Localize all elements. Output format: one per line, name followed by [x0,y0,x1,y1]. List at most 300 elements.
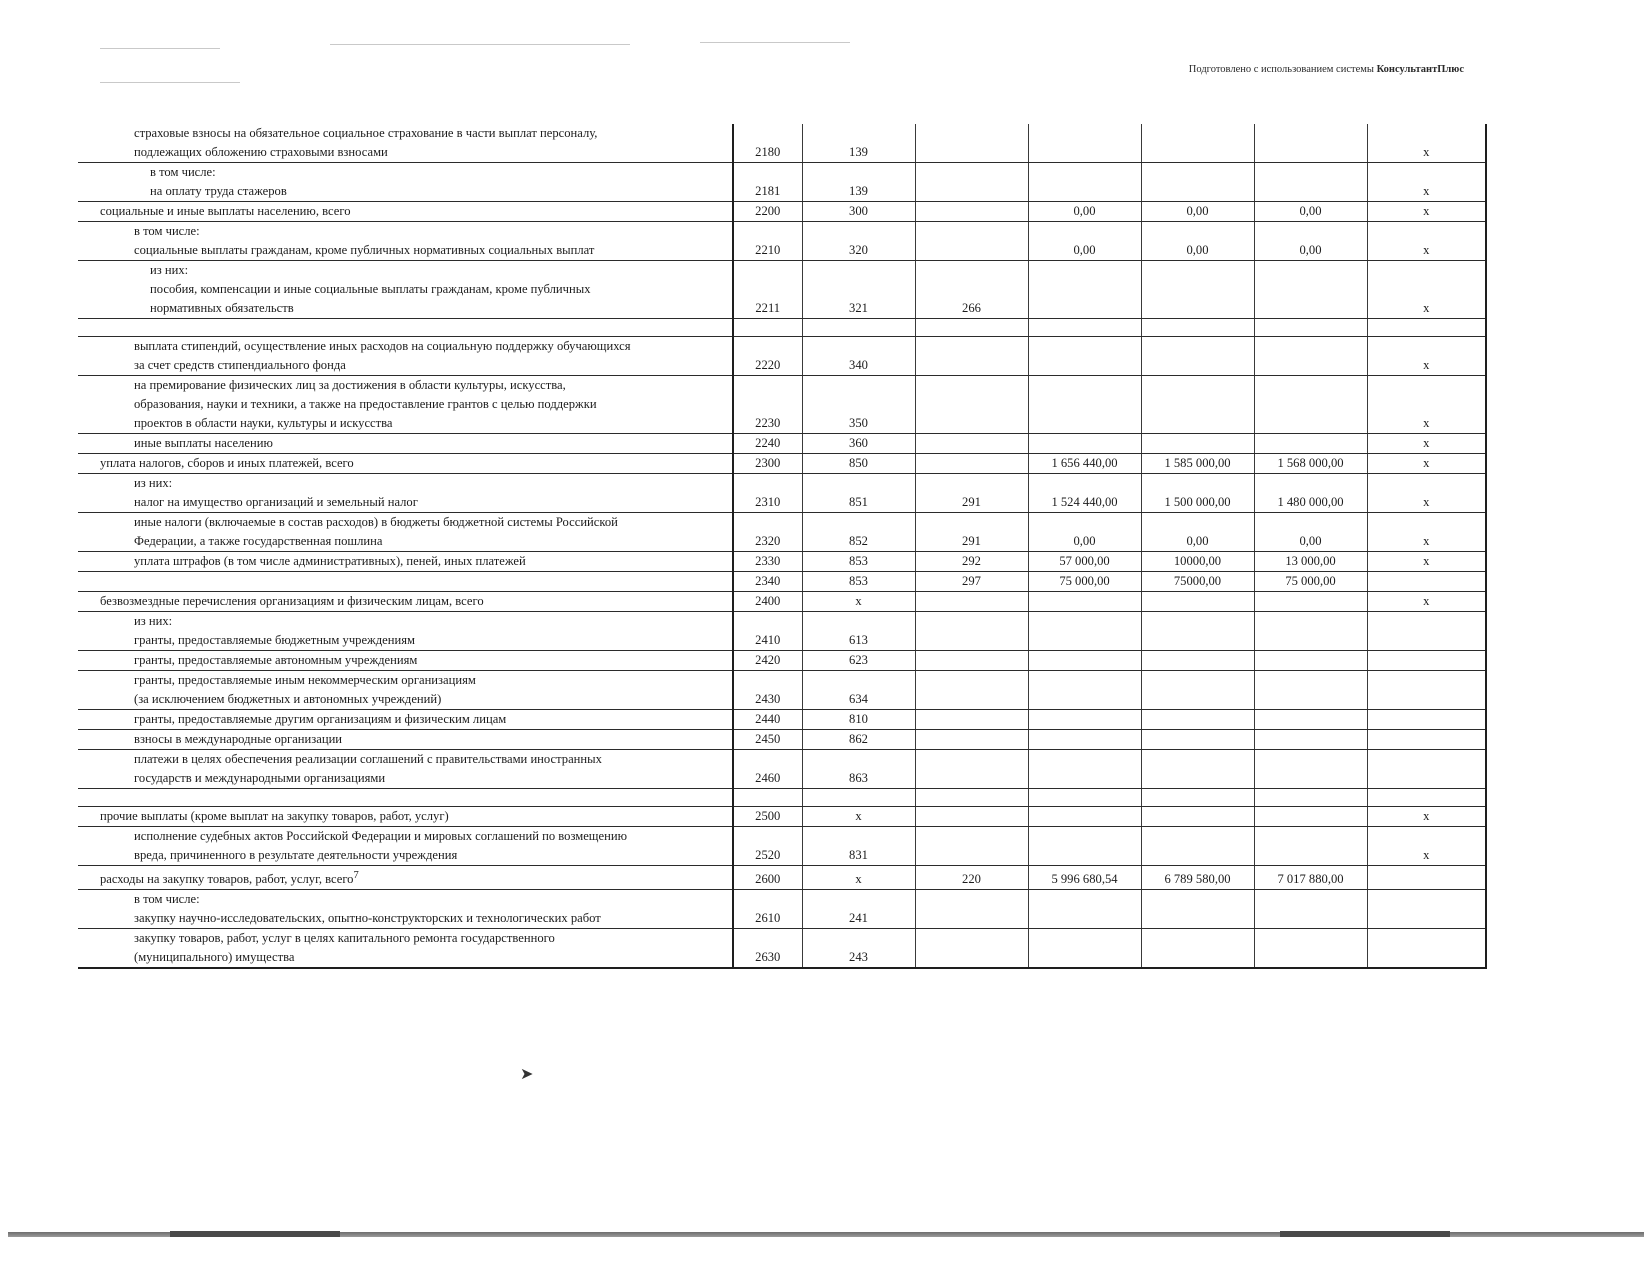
row-name-text: иные выплаты населению [134,436,273,450]
row-name [78,592,733,612]
amount-year3-cell [1254,376,1367,434]
amount-year1-cell [1028,163,1141,202]
row-name [78,866,733,890]
line-code-cell: 2340 [733,572,802,592]
amount-year2-cell [1141,710,1254,730]
extra-cell: х [1367,454,1486,474]
row-name-line [82,299,728,318]
amount-year2-cell [1141,261,1254,319]
amount-year2-cell [1141,434,1254,454]
extra-cell [1367,710,1486,730]
budget-code-cell: 613 [802,612,915,651]
table-body [78,124,1486,968]
kosgu-cell [915,807,1028,827]
amount-year2-cell [1141,789,1254,807]
amount-year2-cell: 1 585 000,00 [1141,454,1254,474]
row-name-line [82,750,728,769]
row-name [78,710,733,730]
row-name [78,730,733,750]
table-row [78,572,1486,592]
kosgu-cell [915,612,1028,651]
amount-year2-cell: 75000,00 [1141,572,1254,592]
row-name-text: страховые взносы на обязательное социальное страхование в части выплат персоналу, [134,126,598,140]
amount-year3-cell: 75 000,00 [1254,572,1367,592]
amount-year3-cell: 0,00 [1254,513,1367,552]
amount-year3-cell [1254,730,1367,750]
amount-year3-cell: 7 017 880,00 [1254,866,1367,890]
row-name [78,513,733,552]
amount-year1-cell: 75 000,00 [1028,572,1141,592]
row-name-line [82,866,728,889]
kosgu-cell [915,890,1028,929]
budget-code-cell: 850 [802,454,915,474]
scan-smudge [330,44,630,45]
extra-cell: х [1367,552,1486,572]
amount-year3-cell [1254,671,1367,710]
kosgu-cell [915,789,1028,807]
table-row [78,730,1486,750]
amount-year1-cell [1028,710,1141,730]
kosgu-cell [915,202,1028,222]
amount-year3-cell: 1 480 000,00 [1254,474,1367,513]
extra-cell: х [1367,434,1486,454]
budget-code-cell: 320 [802,222,915,261]
extra-cell: х [1367,222,1486,261]
amount-year2-cell: 0,00 [1141,513,1254,552]
line-code-cell: 2400 [733,592,802,612]
table-row [78,124,1486,163]
row-name-text: безвозмездные перечисления организациям и физическим лицам, всего [100,594,484,608]
row-name-line [82,929,728,948]
extra-cell: х [1367,592,1486,612]
row-name-line [82,337,728,356]
amount-year2-cell: 6 789 580,00 [1141,866,1254,890]
kosgu-cell: 292 [915,552,1028,572]
extra-cell: х [1367,827,1486,866]
extra-cell: х [1367,513,1486,552]
amount-year2-cell [1141,827,1254,866]
line-code-cell: 2330 [733,552,802,572]
amount-year1-cell [1028,592,1141,612]
row-name-line [82,552,728,571]
row-name [78,454,733,474]
extra-cell [1367,612,1486,651]
amount-year2-cell [1141,750,1254,789]
row-name [78,750,733,789]
row-name-text: в том числе: [150,165,216,179]
budget-code-cell: 139 [802,124,915,163]
kosgu-cell [915,222,1028,261]
row-name-line [82,124,728,143]
row-name-text: из них: [134,614,173,628]
amount-year2-cell [1141,163,1254,202]
row-name-line [82,807,728,826]
amount-year1-cell [1028,434,1141,454]
budget-code-cell: 321 [802,261,915,319]
amount-year1-cell [1028,750,1141,789]
row-name [78,337,733,376]
table-row [78,376,1486,434]
row-name-line [82,671,728,690]
amount-year3-cell [1254,651,1367,671]
row-name-line [82,414,728,433]
amount-year3-cell [1254,261,1367,319]
kosgu-cell [915,929,1028,969]
table-row [78,710,1486,730]
row-name-text: уплата налогов, сборов и иных платежей, всего [100,456,354,470]
line-code-cell: 2610 [733,890,802,929]
line-code-cell: 2460 [733,750,802,789]
scan-smudge [700,42,850,43]
scan-mark: ➤ [520,1066,534,1083]
extra-cell: х [1367,376,1486,434]
row-name-text: государств и международными организациями [134,771,386,785]
budget-code-cell: 863 [802,750,915,789]
line-code-cell: 2300 [733,454,802,474]
amount-year2-cell [1141,730,1254,750]
line-code-cell: 2310 [733,474,802,513]
row-name-text: уплата штрафов (в том числе административных), пеней, иных платежей [134,554,526,568]
row-name-line [82,690,728,709]
amount-year3-cell: 0,00 [1254,222,1367,261]
line-code-cell: 2230 [733,376,802,434]
amount-year3-cell [1254,827,1367,866]
extra-cell [1367,929,1486,969]
row-name-text: в том числе: [134,224,200,238]
kosgu-cell [915,163,1028,202]
kosgu-cell [915,730,1028,750]
table-row [78,319,1486,337]
amount-year2-cell [1141,807,1254,827]
kosgu-cell [915,750,1028,789]
budget-code-cell: 623 [802,651,915,671]
row-name-line [82,395,728,414]
amount-year1-cell [1028,124,1141,163]
row-name [78,890,733,929]
table-row [78,866,1486,890]
table-row [78,807,1486,827]
row-name-line [82,474,728,493]
row-name-text: иные налоги (включаемые в состав расходов) в бюджеты бюджетной системы Российской [134,515,618,529]
extra-cell [1367,730,1486,750]
row-name [78,474,733,513]
row-name [78,572,733,592]
kosgu-cell [915,124,1028,163]
budget-code-cell: х [802,807,915,827]
amount-year3-cell: 1 568 000,00 [1254,454,1367,474]
extra-cell: х [1367,807,1486,827]
table-row [78,163,1486,202]
amount-year3-cell: 13 000,00 [1254,552,1367,572]
budget-code-cell: 634 [802,671,915,710]
extra-cell [1367,319,1486,337]
amount-year2-cell [1141,929,1254,969]
row-name-line [82,356,728,375]
table-row [78,651,1486,671]
budget-code-cell: 853 [802,572,915,592]
row-name-text: пособия, компенсации и иные социальные выплаты гражданам, кроме публичных [150,282,591,296]
amount-year1-cell [1028,730,1141,750]
row-name-text: вреда, причиненного в результате деятельности учреждения [134,848,458,862]
extra-cell [1367,671,1486,710]
row-name-line [82,202,728,221]
extra-cell [1367,651,1486,671]
row-name-line [82,909,728,928]
kosgu-cell [915,710,1028,730]
row-name-text: за счет средств стипендиального фонда [134,358,346,372]
row-name [78,671,733,710]
line-code-cell: 2410 [733,612,802,651]
row-name-text: гранты, предоставляемые автономным учреждениям [134,653,418,667]
kosgu-cell: 266 [915,261,1028,319]
row-name [78,124,733,163]
amount-year1-cell: 57 000,00 [1028,552,1141,572]
extra-cell: х [1367,337,1486,376]
amount-year2-cell: 10000,00 [1141,552,1254,572]
kosgu-cell: 297 [915,572,1028,592]
amount-year1-cell: 1 656 440,00 [1028,454,1141,474]
row-name-line [82,513,728,532]
amount-year2-cell [1141,376,1254,434]
amount-year3-cell [1254,337,1367,376]
extra-cell [1367,572,1486,592]
row-name-text: закупку товаров, работ, услуг в целях капитального ремонта государственного [134,931,555,946]
amount-year3-cell [1254,612,1367,651]
line-code-cell: 2211 [733,261,802,319]
extra-cell [1367,789,1486,807]
row-name-text: на премирование физических лиц за достижения в области культуры, искусства, [134,378,566,392]
extra-cell: х [1367,124,1486,163]
extra-cell [1367,866,1486,890]
header-prefix: Подготовлено с использованием системы [1188,64,1374,75]
line-code-cell: 2210 [733,222,802,261]
row-name-line [82,827,728,846]
line-code-cell: 2200 [733,202,802,222]
row-name [78,261,733,319]
amount-year1-cell [1028,612,1141,651]
row-name-line [82,631,728,650]
table-row [78,337,1486,376]
table-row [78,434,1486,454]
row-name-text: закупку научно-исследовательских, опытно-конструкторских и технологических работ [134,911,601,926]
budget-code-cell: 350 [802,376,915,434]
line-code-cell: 2430 [733,671,802,710]
row-name [78,319,733,337]
row-name-text: гранты, предоставляемые другим организациям и физическим лицам [134,712,507,726]
amount-year3-cell [1254,890,1367,929]
row-name-text: исполнение судебных актов Российской Федерации и мировых соглашений по возмещению [134,829,627,843]
amount-year3-cell [1254,750,1367,789]
row-name [78,202,733,222]
kosgu-cell [915,376,1028,434]
extra-cell [1367,890,1486,929]
row-name-line [82,280,728,299]
amount-year3-cell: 0,00 [1254,202,1367,222]
budget-code-cell: 340 [802,337,915,376]
budget-code-cell: 243 [802,929,915,969]
row-name-line [82,182,728,201]
table-row [78,513,1486,552]
row-name-line [82,454,728,473]
line-code-cell: 2630 [733,929,802,969]
line-code-cell: 2520 [733,827,802,866]
row-name-line [82,846,728,865]
budget-code-cell: 853 [802,552,915,572]
row-name-text: взносы в международные организации [134,732,343,746]
kosgu-cell [915,592,1028,612]
line-code-cell: 2220 [733,337,802,376]
amount-year1-cell [1028,929,1141,969]
budget-code-cell: 852 [802,513,915,552]
table-row [78,202,1486,222]
row-name-text: нормативных обязательств [150,301,294,315]
amount-year1-cell [1028,261,1141,319]
amount-year2-cell: 0,00 [1141,202,1254,222]
amount-year1-cell [1028,890,1141,929]
row-name-line [82,532,728,551]
budget-code-cell: 862 [802,730,915,750]
footnote-ref: 7 [353,870,359,881]
table-row [78,612,1486,651]
extra-cell: х [1367,261,1486,319]
budget-code-cell: 300 [802,202,915,222]
row-name-text: платежи в целях обеспечения реализации соглашений с правительствами иностранных [134,752,602,766]
amount-year1-cell [1028,337,1141,376]
row-name-text: из них: [134,476,173,490]
line-code-cell: 2180 [733,124,802,163]
budget-code-cell: 360 [802,434,915,454]
row-name [78,552,733,572]
kosgu-cell: 291 [915,474,1028,513]
line-code-cell: 2181 [733,163,802,202]
row-name-text: на оплату труда стажеров [150,184,287,198]
amount-year3-cell [1254,319,1367,337]
row-name-line [82,493,728,512]
row-name [78,651,733,671]
amount-year2-cell [1141,890,1254,929]
row-name-text: в том числе: [134,892,200,907]
table-row [78,789,1486,807]
amount-year3-cell [1254,124,1367,163]
line-code-cell [733,789,802,807]
row-name-line [82,261,728,280]
budget-code-cell: 831 [802,827,915,866]
scan-smudge [100,82,240,83]
table-row [78,929,1486,969]
kosgu-cell [915,827,1028,866]
table-row [78,454,1486,474]
extra-cell [1367,750,1486,789]
header-brand: КонсультантПлюс [1376,64,1464,75]
extra-cell: х [1367,202,1486,222]
kosgu-cell [915,454,1028,474]
table-row [78,827,1486,866]
row-name-line [82,434,728,453]
amount-year1-cell [1028,807,1141,827]
kosgu-cell [915,671,1028,710]
extra-cell: х [1367,163,1486,202]
kosgu-cell [915,434,1028,454]
row-name [78,789,733,807]
row-name-text: Федерации, а также государственная пошлина [134,534,383,548]
budget-code-cell: х [802,592,915,612]
line-code-cell: 2420 [733,651,802,671]
amount-year3-cell [1254,163,1367,202]
table-row [78,222,1486,261]
line-code-cell: 2450 [733,730,802,750]
table-row [78,750,1486,789]
row-name [78,612,733,651]
budget-code-cell: х [802,866,915,890]
budget-code-cell: 139 [802,163,915,202]
row-name-line [82,612,728,631]
budget-code-cell: 241 [802,890,915,929]
line-code-cell: 2600 [733,866,802,890]
row-name-line [82,769,728,788]
amount-year1-cell: 0,00 [1028,513,1141,552]
row-name-line [82,890,728,909]
table-row [78,890,1486,929]
row-name-text: социальные и иные выплаты населению, всего [100,204,351,218]
amount-year3-cell [1254,789,1367,807]
row-name-line [82,163,728,182]
row-name-text: (за исключением бюджетных и автономных учреждений) [134,692,442,706]
amount-year2-cell: 0,00 [1141,222,1254,261]
kosgu-cell [915,337,1028,376]
row-name-line [82,376,728,395]
line-code-cell: 2500 [733,807,802,827]
page-bottom-edge [1280,1231,1450,1237]
budget-code-cell: 851 [802,474,915,513]
row-name [78,434,733,454]
budget-code-cell: 810 [802,710,915,730]
amount-year2-cell [1141,612,1254,651]
amount-year1-cell [1028,376,1141,434]
row-name-text: выплата стипендий, осуществление иных расходов на социальную поддержку обучающихся [134,339,631,353]
amount-year1-cell: 1 524 440,00 [1028,474,1141,513]
scan-smudge [100,48,220,49]
row-name [78,807,733,827]
amount-year2-cell: 1 500 000,00 [1141,474,1254,513]
table-row [78,261,1486,319]
row-name-line [82,948,728,967]
table-row [78,671,1486,710]
row-name-text: налог на имущество организаций и земельный налог [134,495,418,509]
kosgu-cell: 220 [915,866,1028,890]
row-name-line [82,592,728,611]
line-code-cell: 2320 [733,513,802,552]
row-name-text: образования, науки и техники, а также на предоставление грантов с целью поддержки [134,397,597,411]
row-name-text: гранты, предоставляемые бюджетным учреждениям [134,633,415,647]
row-name-line [82,651,728,670]
table-row [78,474,1486,513]
table-row [78,552,1486,572]
amount-year1-cell: 0,00 [1028,202,1141,222]
amount-year1-cell: 0,00 [1028,222,1141,261]
row-name [78,929,733,969]
row-name-line [82,730,728,749]
kosgu-cell [915,651,1028,671]
row-name-line [82,222,728,241]
amount-year1-cell [1028,671,1141,710]
row-name-text: расходы на закупку товаров, работ, услуг, всего [100,872,354,887]
expenses-table [78,124,1487,969]
line-code-cell: 2440 [733,710,802,730]
row-name-text: прочие выплаты (кроме выплат на закупку товаров, работ, услуг) [100,809,449,823]
row-name-text: гранты, предоставляемые иным некоммерческим организациям [134,673,476,687]
line-code-cell [733,319,802,337]
amount-year1-cell [1028,651,1141,671]
